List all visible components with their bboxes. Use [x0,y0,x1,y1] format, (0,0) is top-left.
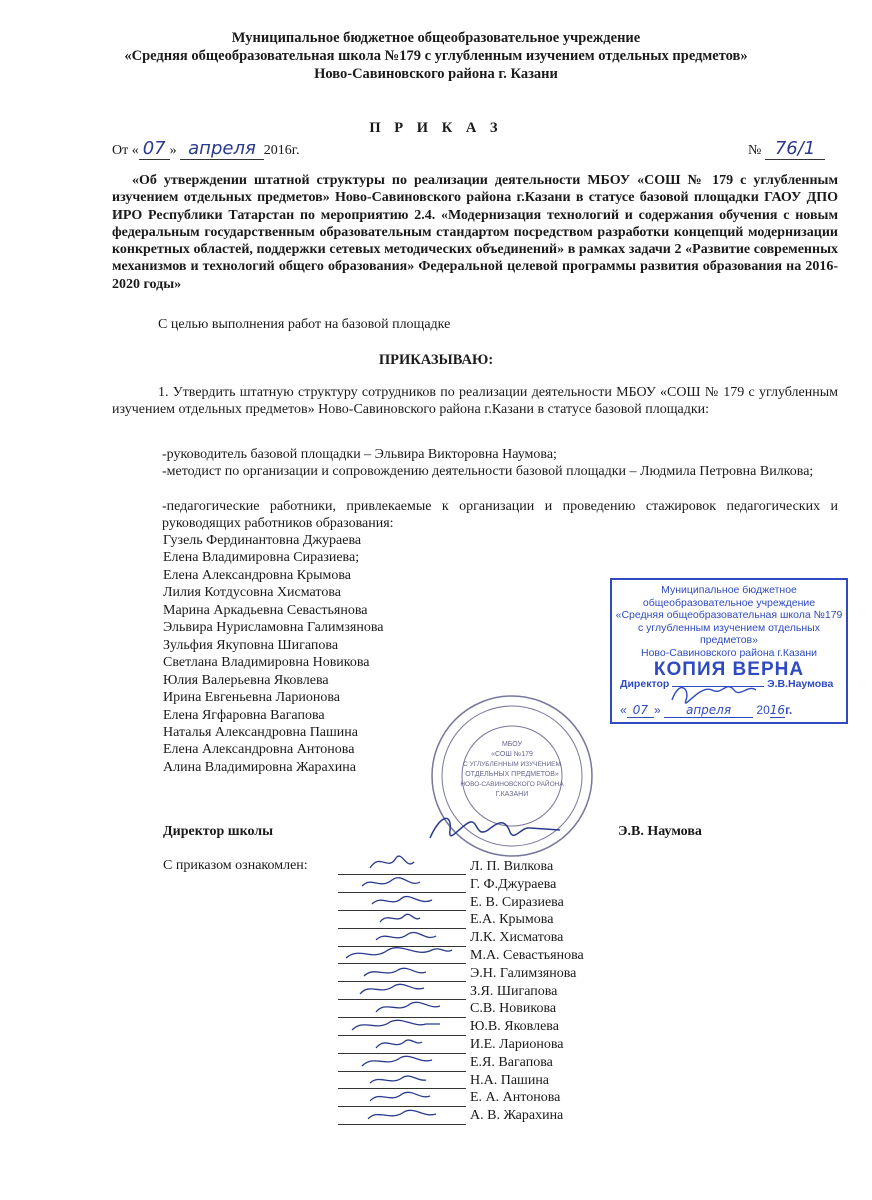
staff-name: Алина Владимировна Жарахина [163,759,356,775]
seal-text: «СОШ №179 [491,751,533,758]
seal-text: НОВО-САВИНОВСКОГО РАЙОНА [460,781,564,788]
signer-name: З.Я. Шигапова [470,983,558,999]
staff-name: Лилия Котдусовна Хисматова [163,585,341,601]
item-1: 1. Утвердить штатную структуру сотрудников по реализации деятельности МБОУ «СОШ № 179 с углубленным изучением отдельных предметов» Ново-Савиновского района г.Казани в статусе базовой площадки: [112,385,838,417]
staff-name: Наталья Александровна Пашина [163,724,358,740]
director-label: Директор школы [163,824,274,839]
signer-name: Ю.В. Яковлева [470,1019,559,1035]
order-number: № 76/1 [748,138,825,159]
staff-name: Елена Ягфаровна Вагапова [163,707,325,723]
seal-text: С УГЛУБЛЕННЫМ ИЗУЧЕНИЕМ [463,761,561,768]
org-line-2: «Средняя общеобразовательная школа №179 с углубленным изучением отдельных предметов» [124,48,748,64]
order-subject: «Об утверждении штатной структуры по реализации деятельности МБОУ «СОШ № 179 с углубленным изучением отдельных предметов» Ново-Савиновского района г.Казани в статусе базовой площадки ГАОУ ДПО ИРО Республики Татарстан по мероприятию 2.4. «Модернизация технологий и содержания обучения с новым федеральным государственным образовательным стандартом посредством разработки концепций модернизации конкретных областей, поддержки сетевых методических объединений» в рамках задачи 2 «Развитие современных механизмов и технологий общего образования» Федеральной целевой программы развития образования на 2016-2020 годы» [112,173,838,292]
acknowledged-label: С приказом ознакомлен: [163,858,308,873]
staff-name: Юлия Валерьевна Яковлева [163,672,329,688]
signer-name: А. В. Жарахина [470,1108,564,1124]
signer-name: Е. А. Антонова [470,1090,561,1106]
signer-name: Г. Ф.Джураева [470,876,557,892]
signer-name: Е.А. Крымова [470,912,554,928]
signer-name: Е.Я. Вагапова [470,1054,553,1070]
seal-text: МБОУ [501,741,523,748]
order-heading: ПРИКАЗЫВАЮ: [378,352,494,368]
copy-label: КОПИЯ ВЕРНА [653,659,805,680]
signer-name: С.В. Новикова [470,1001,557,1017]
signer-name: Э.Н. Галимзянова [470,965,577,981]
signer-name: И.Е. Ларионова [470,1036,564,1052]
signer-name: Л. П. Вилкова [470,859,554,874]
role-head: -руководитель базовой площадки – Эльвира Викторовна Наумова; [162,447,557,462]
staff-name: Гузель Фердинантовна Джураева [163,533,362,548]
document-title: П Р И К А З [369,120,503,136]
seal-text: Г.КАЗАНИ [495,791,529,798]
order-date: От « 07 » апреля 2016г. [112,138,300,159]
staff-name: Светлана Владимировна Новикова [163,655,370,671]
staff-name: Зульфия Якуповна Шигапова [163,637,339,653]
staff-name: Елена Владимировна Сиразиева; [163,550,360,566]
stamp-director-signature [672,687,756,703]
date-month: апреля [180,138,264,160]
signer-name: Л.К. Хисматова [470,930,564,946]
purpose-text: С целью выполнения работ на базовой площадке [158,317,451,332]
seal-text: ОТДЕЛЬНЫХ ПРЕДМЕТОВ» [465,771,559,778]
signer-name: Н.А. Пашина [470,1072,550,1088]
signer-name: М.А. Севастьянова [470,947,584,963]
staff-name: Елена Александровна Крымова [163,567,351,583]
director-name: Э.В. Наумова [618,824,702,839]
copy-certified-stamp: Муниципальное бюджетное общеобразовательное учреждение «Средняя общеобразовательная школа №179 с углубленным изучением отдельных предметов» Ново-Савиновского района г.Казани КОПИЯ ВЕРНА Директор Э.В.Наумова « 07 » апреля 2016г. [610,578,848,724]
date-day: 07 [139,138,170,160]
signer-name: Е. В. Сиразиева [470,894,564,910]
role-teachers: -педагогические работники, привлекаемые к организации и проведению стажировок педагогических и руководящих работников образования: [162,499,838,531]
order-number-value: 76/1 [765,138,825,160]
org-line-3: Ново-Савиновского района г. Казани [314,66,558,82]
staff-name: Марина Аркадьевна Севастьянова [163,602,368,618]
org-line-1: Муниципальное бюджетное общеобразовательное учреждение [231,30,641,46]
role-methodist: -методист по организации и сопровождению деятельности базовой площадки – Людмила Петровна Вилкова; [162,464,814,479]
staff-name: Ирина Евгеньевна Ларионова [163,690,340,706]
staff-name: Эльвира Нурисламовна Галимзянова [163,620,384,636]
staff-name: Елена Александровна Антонова [163,742,355,758]
